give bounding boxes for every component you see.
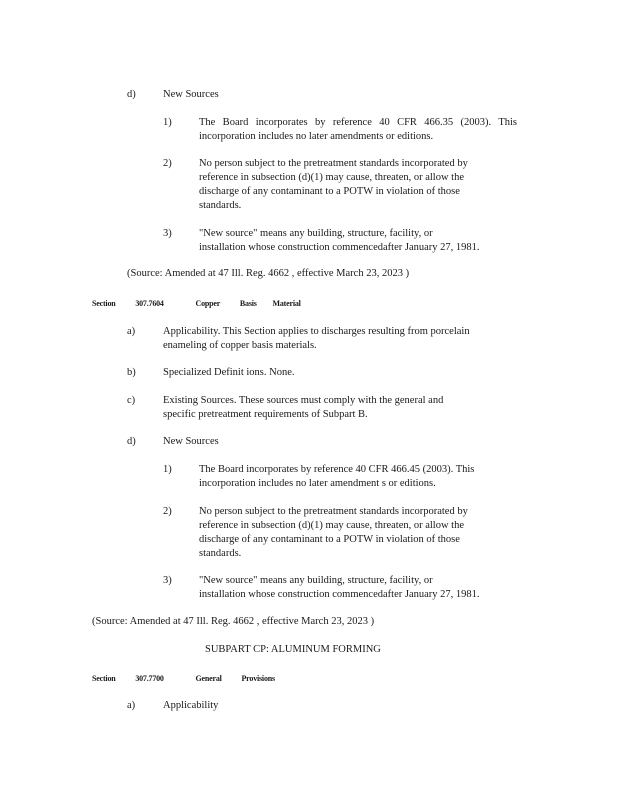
item-text-3 <box>199 574 517 602</box>
item-number-3: 3) <box>163 228 172 239</box>
section-word: Section <box>92 674 116 683</box>
existing-sources-text <box>163 394 493 422</box>
section-title-word: Provisions <box>241 674 275 683</box>
text-line: "New source" means any building, structure, facility, or <box>199 575 433 586</box>
item-number-2: 2) <box>163 158 172 169</box>
subsection-label-b: b) <box>127 367 136 378</box>
text-line: incorporation includes no later amendment s or editions. <box>199 478 436 489</box>
section-number: 307.7604 <box>135 299 164 308</box>
subsection-title-new-sources: New Sources <box>163 436 219 447</box>
item-number-3: 3) <box>163 575 172 586</box>
text-line: standards. <box>199 548 242 559</box>
item-number-1: 1) <box>163 117 172 128</box>
applicability-heading: Applicability <box>163 700 219 711</box>
applicability-text <box>163 325 513 353</box>
item-number-2: 2) <box>163 506 172 517</box>
text-line: reference in subsection (d)(1) may cause, threaten, or allow the <box>199 520 465 531</box>
text-line: reference in subsection (d)(1) may cause, threaten, or allow the <box>199 172 465 183</box>
subsection-title-new-sources: New Sources <box>163 89 219 100</box>
source-note: (Source: Amended at 47 Ill. Reg. 4662 , effective March 23, 2023 ) <box>127 268 410 279</box>
subsection-label-a: a) <box>127 700 136 711</box>
text-line: No person subject to the pretreatment standards incorporated by <box>199 506 468 517</box>
item-number-1: 1) <box>163 464 172 475</box>
text-line: standards. <box>199 200 242 211</box>
text-line: installation whose construction commencedafter January 27, 1981. <box>199 589 480 600</box>
section-heading-7700 <box>92 672 275 686</box>
text-line: The Board incorporates by reference 40 CFR 466.35 (2003). This <box>199 117 517 128</box>
subpart-heading: SUBPART CP: ALUMINUM FORMING <box>205 644 381 655</box>
item-text-2 <box>199 157 517 213</box>
text-line: Existing Sources. These sources must comply with the general and <box>163 395 444 406</box>
item-text-1 <box>199 116 517 144</box>
subsection-label-a: a) <box>127 326 136 337</box>
text-line: Applicability. This Section applies to discharges resulting from porcelain <box>163 326 470 337</box>
source-note: (Source: Amended at 47 Ill. Reg. 4662 , effective March 23, 2023 ) <box>92 616 375 627</box>
text-line: incorporation includes no later amendments or editions. <box>199 131 434 142</box>
item-text-3 <box>199 227 517 255</box>
text-line: discharge of any contaminant to a POTW in violation of those <box>199 534 460 545</box>
text-line: No person subject to the pretreatment standards incorporated by <box>199 158 468 169</box>
specialized-definitions-text: Specialized Definit ions. None. <box>163 367 295 378</box>
text-line: The Board incorporates by reference 40 CFR 466.45 (2003). This <box>199 464 475 475</box>
text-line: "New source" means any building, structure, facility, or <box>199 228 433 239</box>
section-number: 307.7700 <box>135 674 164 683</box>
text-line: discharge of any contaminant to a POTW in violation of those <box>199 186 460 197</box>
item-text-1 <box>199 463 517 491</box>
text-line: specific pretreatment requirements of Subpart B. <box>163 409 368 420</box>
section-title-word: Basis <box>239 299 257 308</box>
item-text-2 <box>199 505 517 561</box>
subsection-label-c: c) <box>127 395 136 406</box>
section-title-word: Material <box>272 299 301 308</box>
subsection-label-d: d) <box>127 436 136 447</box>
subsection-label-d: d) <box>127 89 136 100</box>
text-line: enameling of copper basis materials. <box>163 340 317 351</box>
section-word: Section <box>92 299 116 308</box>
section-title-word: Copper <box>195 299 221 308</box>
section-title-word: General <box>195 674 222 683</box>
text-line: installation whose construction commencedafter January 27, 1981. <box>199 242 480 253</box>
section-heading-7604 <box>92 297 301 311</box>
